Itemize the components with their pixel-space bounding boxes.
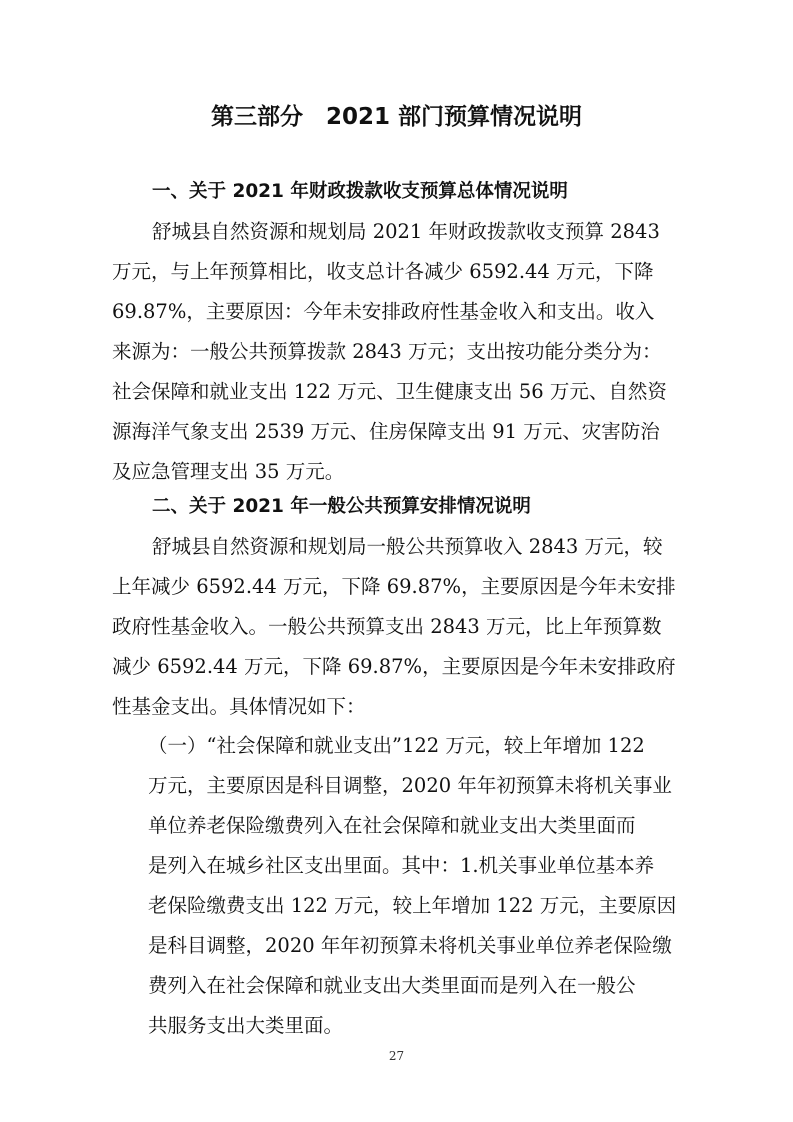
section-2-line: 舒城县自然资源和规划局一般公共预算收入 2843 万元，较: [152, 535, 663, 558]
section-2-line: 政府性基金收入。一般公共预算支出 2843 万元，比上年预算数: [112, 615, 662, 638]
section-1-line: 舒城县自然资源和规划局 2021 年财政拨款收支预算 2843: [152, 220, 660, 243]
subsection-line: 万元，主要原因是科目调整，2020 年年初预算未将机关事业: [148, 774, 672, 797]
section-1-heading: 一、关于 2021 年财政拨款收支预算总体情况说明: [152, 181, 568, 202]
subsection-line: 是科目调整，2020 年年初预算未将机关事业单位养老保险缴: [148, 934, 672, 957]
subsection-line: 老保险缴费支出 122 万元，较上年增加 122 万元，主要原因: [148, 894, 677, 917]
page-number: 27: [388, 1049, 405, 1063]
subsection-line: 是列入在城乡社区支出里面。其中：1.机关事业单位基本养: [148, 854, 655, 877]
section-1-line: 万元，与上年预算相比，收支总计各减少 6592.44 万元，下降: [112, 260, 654, 283]
section-2-line: 性基金支出。具体情况如下：: [112, 695, 366, 718]
section-2-line: 减少 6592.44 万元，下降 69.87%，主要原因是今年未安排政府: [112, 655, 676, 678]
section-2-heading: 二、关于 2021 年一般公共预算安排情况说明: [152, 496, 531, 517]
section-1-line: 69.87%，主要原因：今年未安排政府性基金收入和支出。收入: [112, 300, 655, 323]
section-1-line: 源海洋气象支出 2539 万元、住房保障支出 91 万元、灾害防治: [112, 420, 660, 443]
section-1-line: 来源为：一般公共预算拨款 2843 万元；支出按功能分类分为：: [112, 340, 662, 363]
section-2-line: 上年减少 6592.44 万元，下降 69.87%，主要原因是今年未安排: [112, 575, 676, 598]
subsection-line: （一）“社会保障和就业支出”122 万元，较上年增加 122: [148, 734, 645, 757]
subsection-line: 单位养老保险缴费列入在社会保障和就业支出大类里面而: [148, 814, 636, 837]
page-title: 第三部分 2021 部门预算情况说明: [210, 104, 583, 130]
subsection-line: 费列入在社会保障和就业支出大类里面而是列入在一般公: [148, 974, 636, 997]
section-1-line: 及应急管理支出 35 万元。: [112, 460, 345, 483]
subsection-line: 共服务支出大类里面。: [148, 1014, 344, 1037]
section-1-line: 社会保障和就业支出 122 万元、卫生健康支出 56 万元、自然资: [112, 380, 667, 403]
